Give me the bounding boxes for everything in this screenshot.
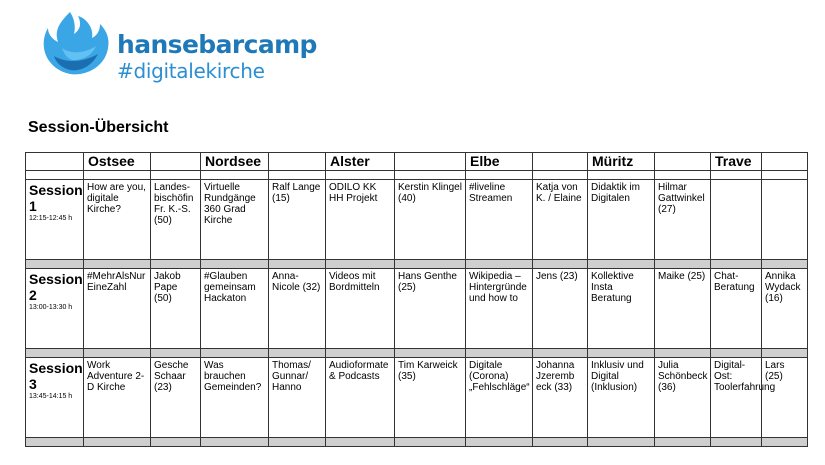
session-label-cell (26, 358, 84, 438)
room-header (151, 153, 201, 171)
session-cell (711, 180, 762, 260)
session-cell: Digital-Ost: Toolerfahrung (711, 358, 762, 438)
session-cell: Maike (25) (655, 269, 711, 349)
room-header (269, 153, 326, 171)
session-cell: Tim Karweick (35) (395, 358, 466, 438)
session-row (26, 358, 808, 438)
session-cell: Julia Schönbeck (36) (655, 358, 711, 438)
session-cell: Gesche Schaar (23) (151, 358, 201, 438)
room-header (762, 153, 808, 171)
session-cell: Videos mit Bordmitteln (326, 269, 395, 349)
session-cell: Virtuelle Rundgänge 360 Grad Kirche (201, 180, 269, 260)
session-cell: Wikipedia – Hintergründe und how to (466, 269, 533, 349)
corner-cell (26, 153, 84, 171)
session-cell: Jens (23) (533, 269, 588, 349)
session-row (26, 269, 808, 349)
session-cell: Jakob Pape (50) (151, 269, 201, 349)
session-time: 12:15-12:45 h (29, 215, 73, 222)
session-row (26, 180, 808, 260)
spacer-row (26, 171, 808, 180)
session-cell (762, 180, 808, 260)
session-cell: Lars (25) (762, 358, 808, 438)
session-cell: Annika Wydack (16) (762, 269, 808, 349)
session-label: Session 1 (29, 182, 83, 214)
session-time: 13:45-14:15 h (29, 393, 73, 400)
session-cell: Hans Genthe (25) (395, 269, 466, 349)
room-header-row (26, 153, 808, 171)
flame-icon (40, 8, 112, 80)
session-time: 13:00-13:30 h (29, 304, 73, 311)
session-label: Session 2 (29, 271, 83, 303)
session-cell: Landes-bischöfin Fr. K.-S. (50) (151, 180, 201, 260)
room-header: Alster (326, 153, 395, 171)
hansebarcamp-logo (40, 8, 340, 88)
room-header (533, 153, 588, 171)
session-cell: Didaktik im Digitalen (588, 180, 655, 260)
room-header (655, 153, 711, 171)
session-cell: Was brauchen Gemeinden? (201, 358, 269, 438)
session-table (25, 152, 808, 447)
session-cell: #Glauben gemeinsam Hackaton (201, 269, 269, 349)
page-title: Session-Übersicht (28, 119, 169, 136)
session-label-cell (26, 180, 84, 260)
brand-name: hansebarcamp (117, 30, 317, 59)
session-cell: Katja von K. / Elaine (533, 180, 588, 260)
room-header: Trave (711, 153, 762, 171)
session-cell: Digitale (Corona) „Fehlschläge“ (466, 358, 533, 438)
session-cell: Inklusiv und Digital (Inklusion) (588, 358, 655, 438)
session-label-cell (26, 269, 84, 349)
session-cell: How are you, digitale Kirche? (84, 180, 151, 260)
session-cell: Audioformate & Podcasts (326, 358, 395, 438)
separator-row (26, 349, 808, 358)
room-header: Ostsee (84, 153, 151, 171)
session-cell: #liveline Streamen (466, 180, 533, 260)
room-header (395, 153, 466, 171)
session-label: Session 3 (29, 360, 83, 392)
session-cell: Work Adventure 2-D Kirche (84, 358, 151, 438)
session-cell: Hilmar Gattwinkel (27) (655, 180, 711, 260)
session-cell: Kerstin Klingel (40) (395, 180, 466, 260)
room-header: Nordsee (201, 153, 269, 171)
room-header: Müritz (588, 153, 655, 171)
brand-tagline: #digitalekirche (117, 59, 265, 83)
session-cell: Thomas/ Gunnar/ Hanno (269, 358, 326, 438)
session-cell: Chat-Beratung (711, 269, 762, 349)
session-cell: #MehrAlsNur EineZahl (84, 269, 151, 349)
session-cell: Johanna Jzeremb eck (33) (533, 358, 588, 438)
session-cell: ODILO KK HH Projekt (326, 180, 395, 260)
session-cell: Anna-Nicole (32) (269, 269, 326, 349)
separator-row (26, 438, 808, 447)
session-cell: Kollektive Insta Beratung (588, 269, 655, 349)
session-cell: Ralf Lange (15) (269, 180, 326, 260)
room-header: Elbe (466, 153, 533, 171)
separator-row (26, 260, 808, 269)
